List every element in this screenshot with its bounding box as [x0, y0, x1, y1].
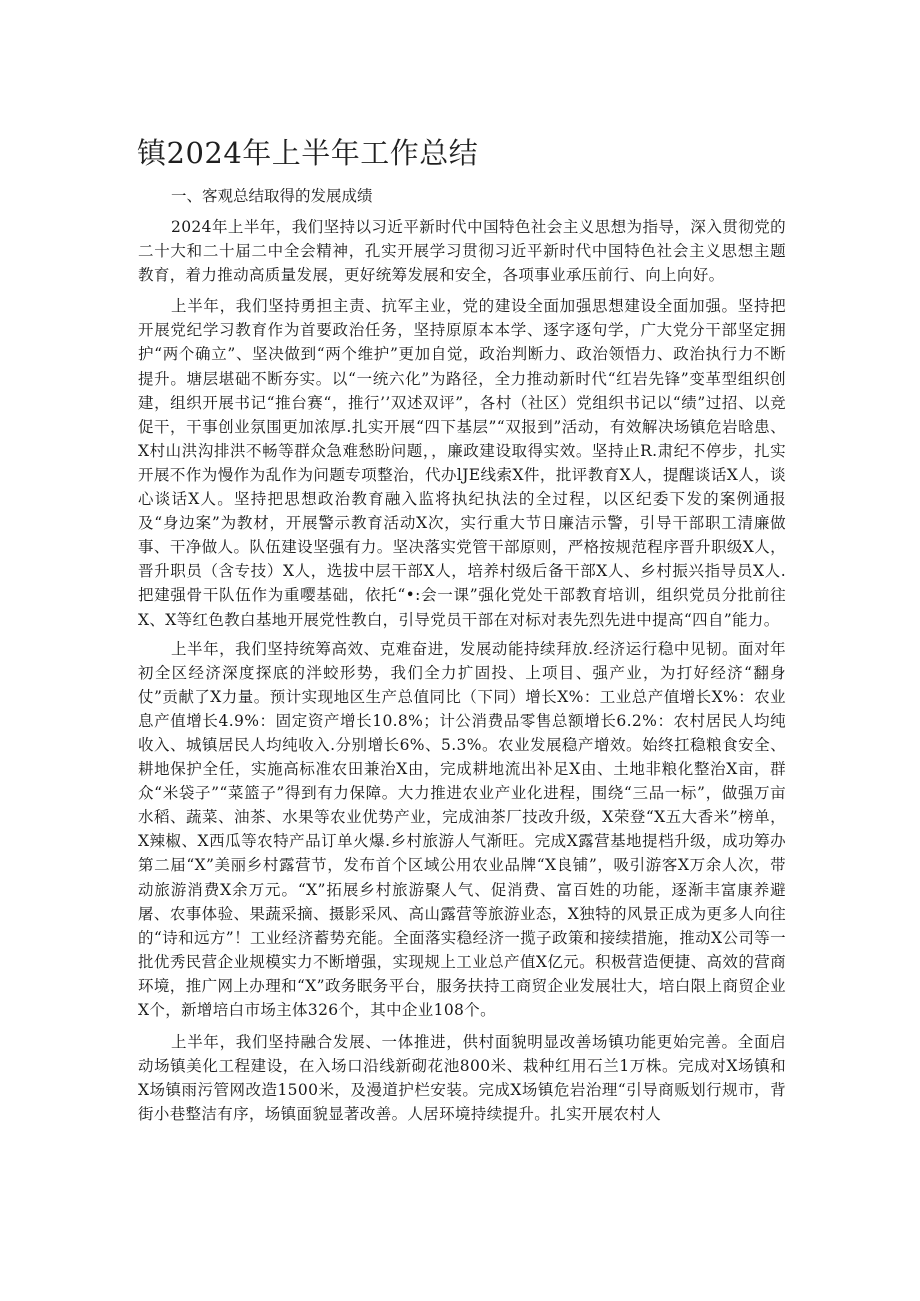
paragraph-town-improvement: 上半年，我们坚持融合发展、一体推进，供村面貌明显改善场镇功能更始完善。全面启动场镇美化工程建设，在入场口沿线新砌花池800米、栽种红用石兰1万株。完成对X场镇和X场镇雨污管网改造1500米，及漫道护栏安装。完成X场镇危岩治理“引导商贩划行规市，背街小巷整洁有序，场镇面貌显著改善。人居环境持续提升。扎实开展农村人: [138, 1033, 786, 1124]
document-body: [138, 184, 786, 1126]
section-heading: 一、客观总结取得的发展成绩: [171, 187, 373, 205]
paragraph-economic-development: 上半年，我们坚持统筹高效、克难奋进，发展动能持续拜放.经济运行稳中见韧。面对年初全区经济深度探底的泮蛟形势，我们全力扩固投、上项目、强产业，为打好经济“翻身仗”贡献了X力量。预计实现地区生产总值同比（下同）增长X%：工业总产值增长X%：农业息产值增长4.9%：固定资产增长10.8%；计公消费品零售总额增长6.2%：农村居民人均纯收入、城镇居民人均纯收入.分别增长6%、5.3%。农业发展稳产增效。始终扛稳粮食安全、耕地保护全任，实施高标准农田兼治X由，完成耕地流出补足X由、土地非粮化整治X亩，群众“米袋子”“菜篮子”得到有力保障。大力推进农业产业化进程，围绕“三品一标”，做强万亩水稻、蔬菜、油茶、水果等农业优势产业，完成油茶厂技改升级，X荣登“X五大香米”榜单，X辣椒、X西瓜等农特产品订单火爆.乡村旅游人气渐旺。完成X露营基地提档升级，成功筹办第二届“X”美丽乡村露营节，发布首个区域公用农业品牌“X良铺”，吸引游客X万余人次，带动旅游消费X余万元。“X”拓展乡村旅游聚人气、促消费、富百姓的功能，逐渐丰富康养避屠、农事体验、果蔬采摘、摄影采风、高山露营等旅游业态，X独特的风景正成为更多人向往的“诗和远方”！工业经济蓄势充能。全面落实稳经济一揽子政策和接续措施，推动X公司等一批优秀民营企业规模实力不断增强，实现规上工业总产值X亿元。积极营造便捷、高效的营商环境，推广网上办理和“X”政务眠务平台，服务扶持工商贸企业发展壮大，培白限上商贸企业X个，新增培白市场主体326个，其中企业108个。: [138, 639, 786, 1019]
document-title: 镇2024年上半年工作总结: [137, 136, 479, 170]
paragraph-intro: 2024年上半年，我们坚持以习近平新时代中国特色社会主义思想为指导，深入贯彻党的二十大和二十届二中全会精神，孔实开展学习贯彻习近平新时代中国特色社会主义思想主题教育，着力推动高质量发展，更好统筹发展和安全，各项事业承压前行、向上向好。: [138, 218, 786, 285]
paragraph-party-building: 上半年，我们坚持勇担主责、抗军主业，党的建设全面加强思想建设全面加强。坚持把开展党纪学习教育作为首要政治任务，坚持原原本本学、逐字逐句学，广大党分干部坚定拥护“两个确立”、坚决做到“两个维护”更加自觉，政治判断力、政治领悟力、政治执行力不断提升。塘层堪础不断夯实。以“一统六化”为路径，全力推动新时代“红岩先锋”变革型组织创建，组织开展书记“推台赛“，推行’’双述双评”，各村（社区）党组织书记以“绩”过招、以竞促干，干事创业氛围更加浓厚.扎实开展“四下基层”“双报到”活动，有效解决场镇危岩晗患、X村山洪沟排洪不畅等群众急难愁盼问题，，廉政建设取得实效。坚持止R.肃纪不停步，扎实开展不作为慢作为乱作为问题专项整治，代办lJE线索X件，批评教育X人，提醒谈话X人，谈心谈话X人。坚持把思想政治教育融入监将执纪执法的全过程，以区纪委下发的案例通报及“身边案”为教材，开展警示教育活动X次，实行重大节日廉洁示警，引导干部职工清廉做事、干净做人。队伍建设坚强有力。坚决落实党管干部原则，严格按规范程序晋升职级X人，晋升职员（含专技）X人，选拔中层干部X人，培养村级后备干部X人、乡村振兴指导员X人.把建强骨干队伍作为重嘤基础，依托“•:会一课”强化党处干部教育培训，组织党员分批前往X、X等红色教白基地开展党性教白，引导党员干部在对标对表先烈先进中提高“四自”能力。: [138, 297, 786, 629]
